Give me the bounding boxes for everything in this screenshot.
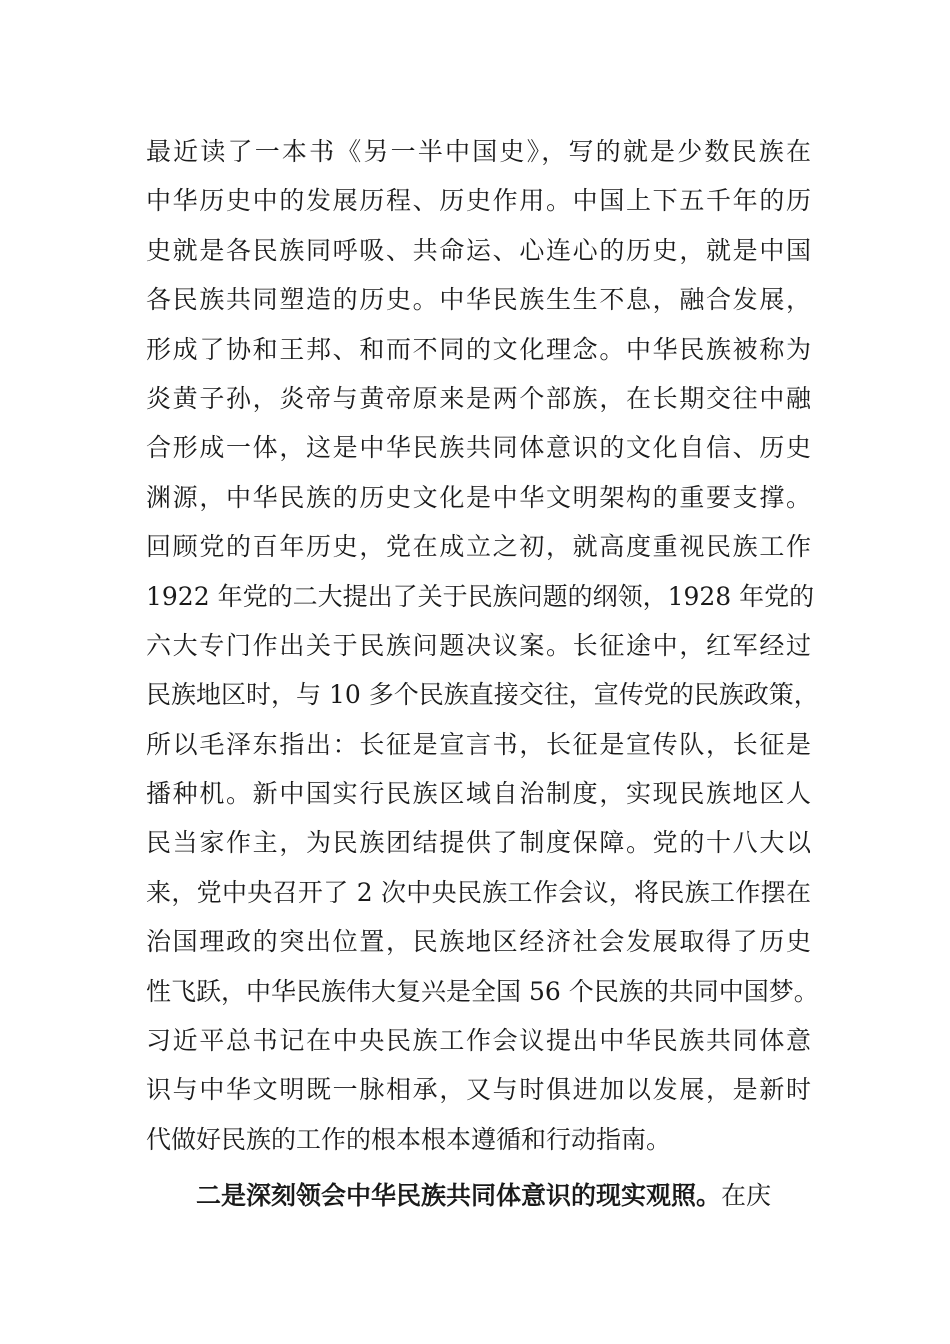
text-line: 形成了协和王邦、和而不同的文化理念。中华民族被称为 [146,334,811,364]
text-line: 播种机。新中国实行民族区域自治制度，实现民族地区人 [146,779,811,809]
text-line: 渊源，中华民族的历史文化是中华文明架构的重要支撑。 [146,482,811,512]
text-line: 最近读了一本书《另一半中国史》，写的就是少数民族在 [146,137,811,166]
text-line: 六大专门作出关于民族问题决议案。长征途中，红军经过 [146,630,811,660]
text-line: 来，党中央召开了 2 次中央民族工作会议，将民族工作摆在 [146,877,811,907]
text-line: 所以毛泽东指出：长征是宣言书，长征是宣传队，长征是 [146,729,811,759]
paragraph-continuation: 在庆 [721,1181,772,1210]
text-line: 各民族共同塑造的历史。中华民族生生不息，融合发展， [146,285,811,315]
text-line: 合形成一体，这是中华民族共同体意识的文化自信、历史 [146,433,811,463]
text-line: 史就是各民族同呼吸、共命运、心连心的历史，就是中国 [146,235,811,265]
text-line: 1922 年党的二大提出了关于民族问题的纲领，1928 年党的 [146,581,815,611]
text-line: 识与中华文明既一脉相承，又与时俱进加以发展，是新时 [146,1075,811,1105]
text-line: 习近平总书记在中央民族工作会议提出中华民族共同体意 [146,1026,811,1056]
text-line: 性飞跃，中华民族伟大复兴是全国 56 个民族的共同中国梦。 [146,976,819,1006]
paragraph-reality [146,1171,811,1220]
text-line: 治国理政的突出位置，民族地区经济社会发展取得了历史 [146,927,811,957]
text-line: 中华历史中的发展历程、历史作用。中国上下五千年的历 [146,186,811,216]
text-line: 代做好民族的工作的根本根本遵循和行动指南。 [146,1124,672,1154]
text-line [146,1171,811,1220]
text-line: 回顾党的百年历史，党在成立之初，就高度重视民族工作 [146,532,811,562]
section-heading: 二是深刻领会中华民族共同体意识的现实观照。 [196,1181,722,1210]
text-line: 炎黄子孙，炎帝与黄帝原来是两个部族，在长期交往中融 [146,383,811,413]
text-line: 民族地区时，与 10 多个民族直接交往，宣传党的民族政策， [146,680,819,710]
text-line: 民当家作主，为民族团结提供了制度保障。党的十八大以 [146,828,811,858]
paragraph-history [146,127,819,1164]
